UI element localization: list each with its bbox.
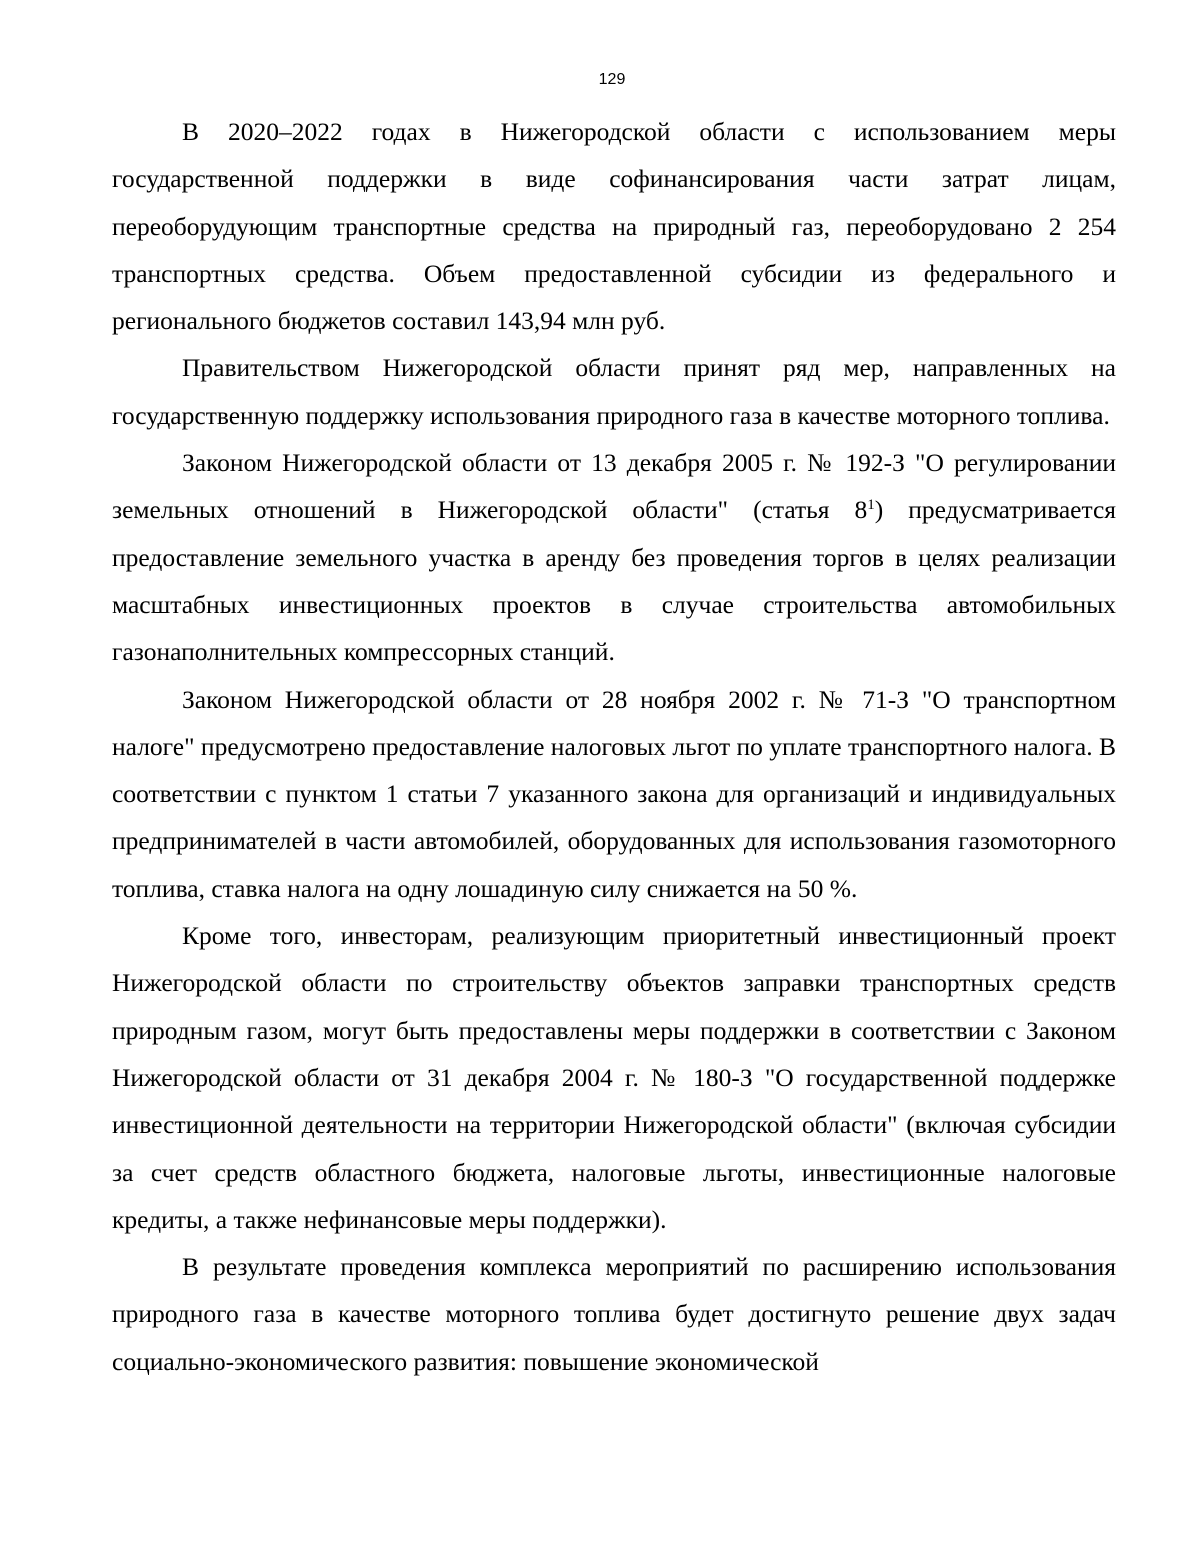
page-number: 129	[598, 71, 626, 88]
paragraph-transport-tax: Законом Нижегородской области от 28 ноября 2002 г. № 71-З "О транспортном налоге" предусмотрено предоставление налоговых льгот по уплате транспортного налога. В соответствии с пунктом 1 статьи 7 указанного закона для организаций и индивидуальных предпринимателей в части автомобилей, оборудованных для использования газомоторного топлива, ставка налога на одну лошадиную силу снижается на 50 %.	[112, 684, 1116, 903]
paragraph-land-law-text-after: ) предусматривается предоставление земельного участка в аренду без проведения торгов в целях реализации масштабных инвестиционных проектов в случае строительства автомобильных газонаполнительных компрессорных станций.	[112, 495, 1116, 667]
document-body	[112, 108, 1116, 1385]
paragraph-result: В результате проведения комплекса мероприятий по расширению использования природного газа в качестве моторного топлива будет достигнуто решение двух задач социально-экономического развития: повышение экономической	[112, 1252, 1116, 1376]
paragraph-subsidy: В 2020–2022 годах в Нижегородской области с использованием меры государственной поддержки в виде софинансирования части затрат лицам, переоборудующим транспортные средства на природный газ, переоборудовано 2 254 транспортных средства. Объем предоставленной субсидии из федерального и регионального бюджетов составил 143,94 млн руб.	[112, 117, 1116, 336]
article-superscript: 1	[867, 497, 875, 514]
paragraph-government-measures: Правительством Нижегородской области принят ряд мер, направленных на государственную поддержку использования природного газа в качестве моторного топлива.	[112, 353, 1116, 430]
paragraph-investment-support: Кроме того, инвесторам, реализующим приоритетный инвестиционный проект Нижегородской области по строительству объектов заправки транспортных средств природным газом, могут быть предоставлены меры поддержки в соответствии с Законом Нижегородской области от 31 декабря 2004 г. № 180-З "О государственной поддержке инвестиционной деятельности на территории Нижегородской области" (включая субсидии за счет средств областного бюджета, налоговые льготы, инвестиционные налоговые кредиты, а также нефинансовые меры поддержки).	[112, 921, 1116, 1234]
paragraph-land-law	[112, 439, 1116, 675]
paragraph-land-law-text-before: Законом Нижегородской области от 13 декабря 2005 г. № 192-З "О регулировании земельных отношений в Нижегородской области" (статья 8	[112, 448, 1116, 525]
